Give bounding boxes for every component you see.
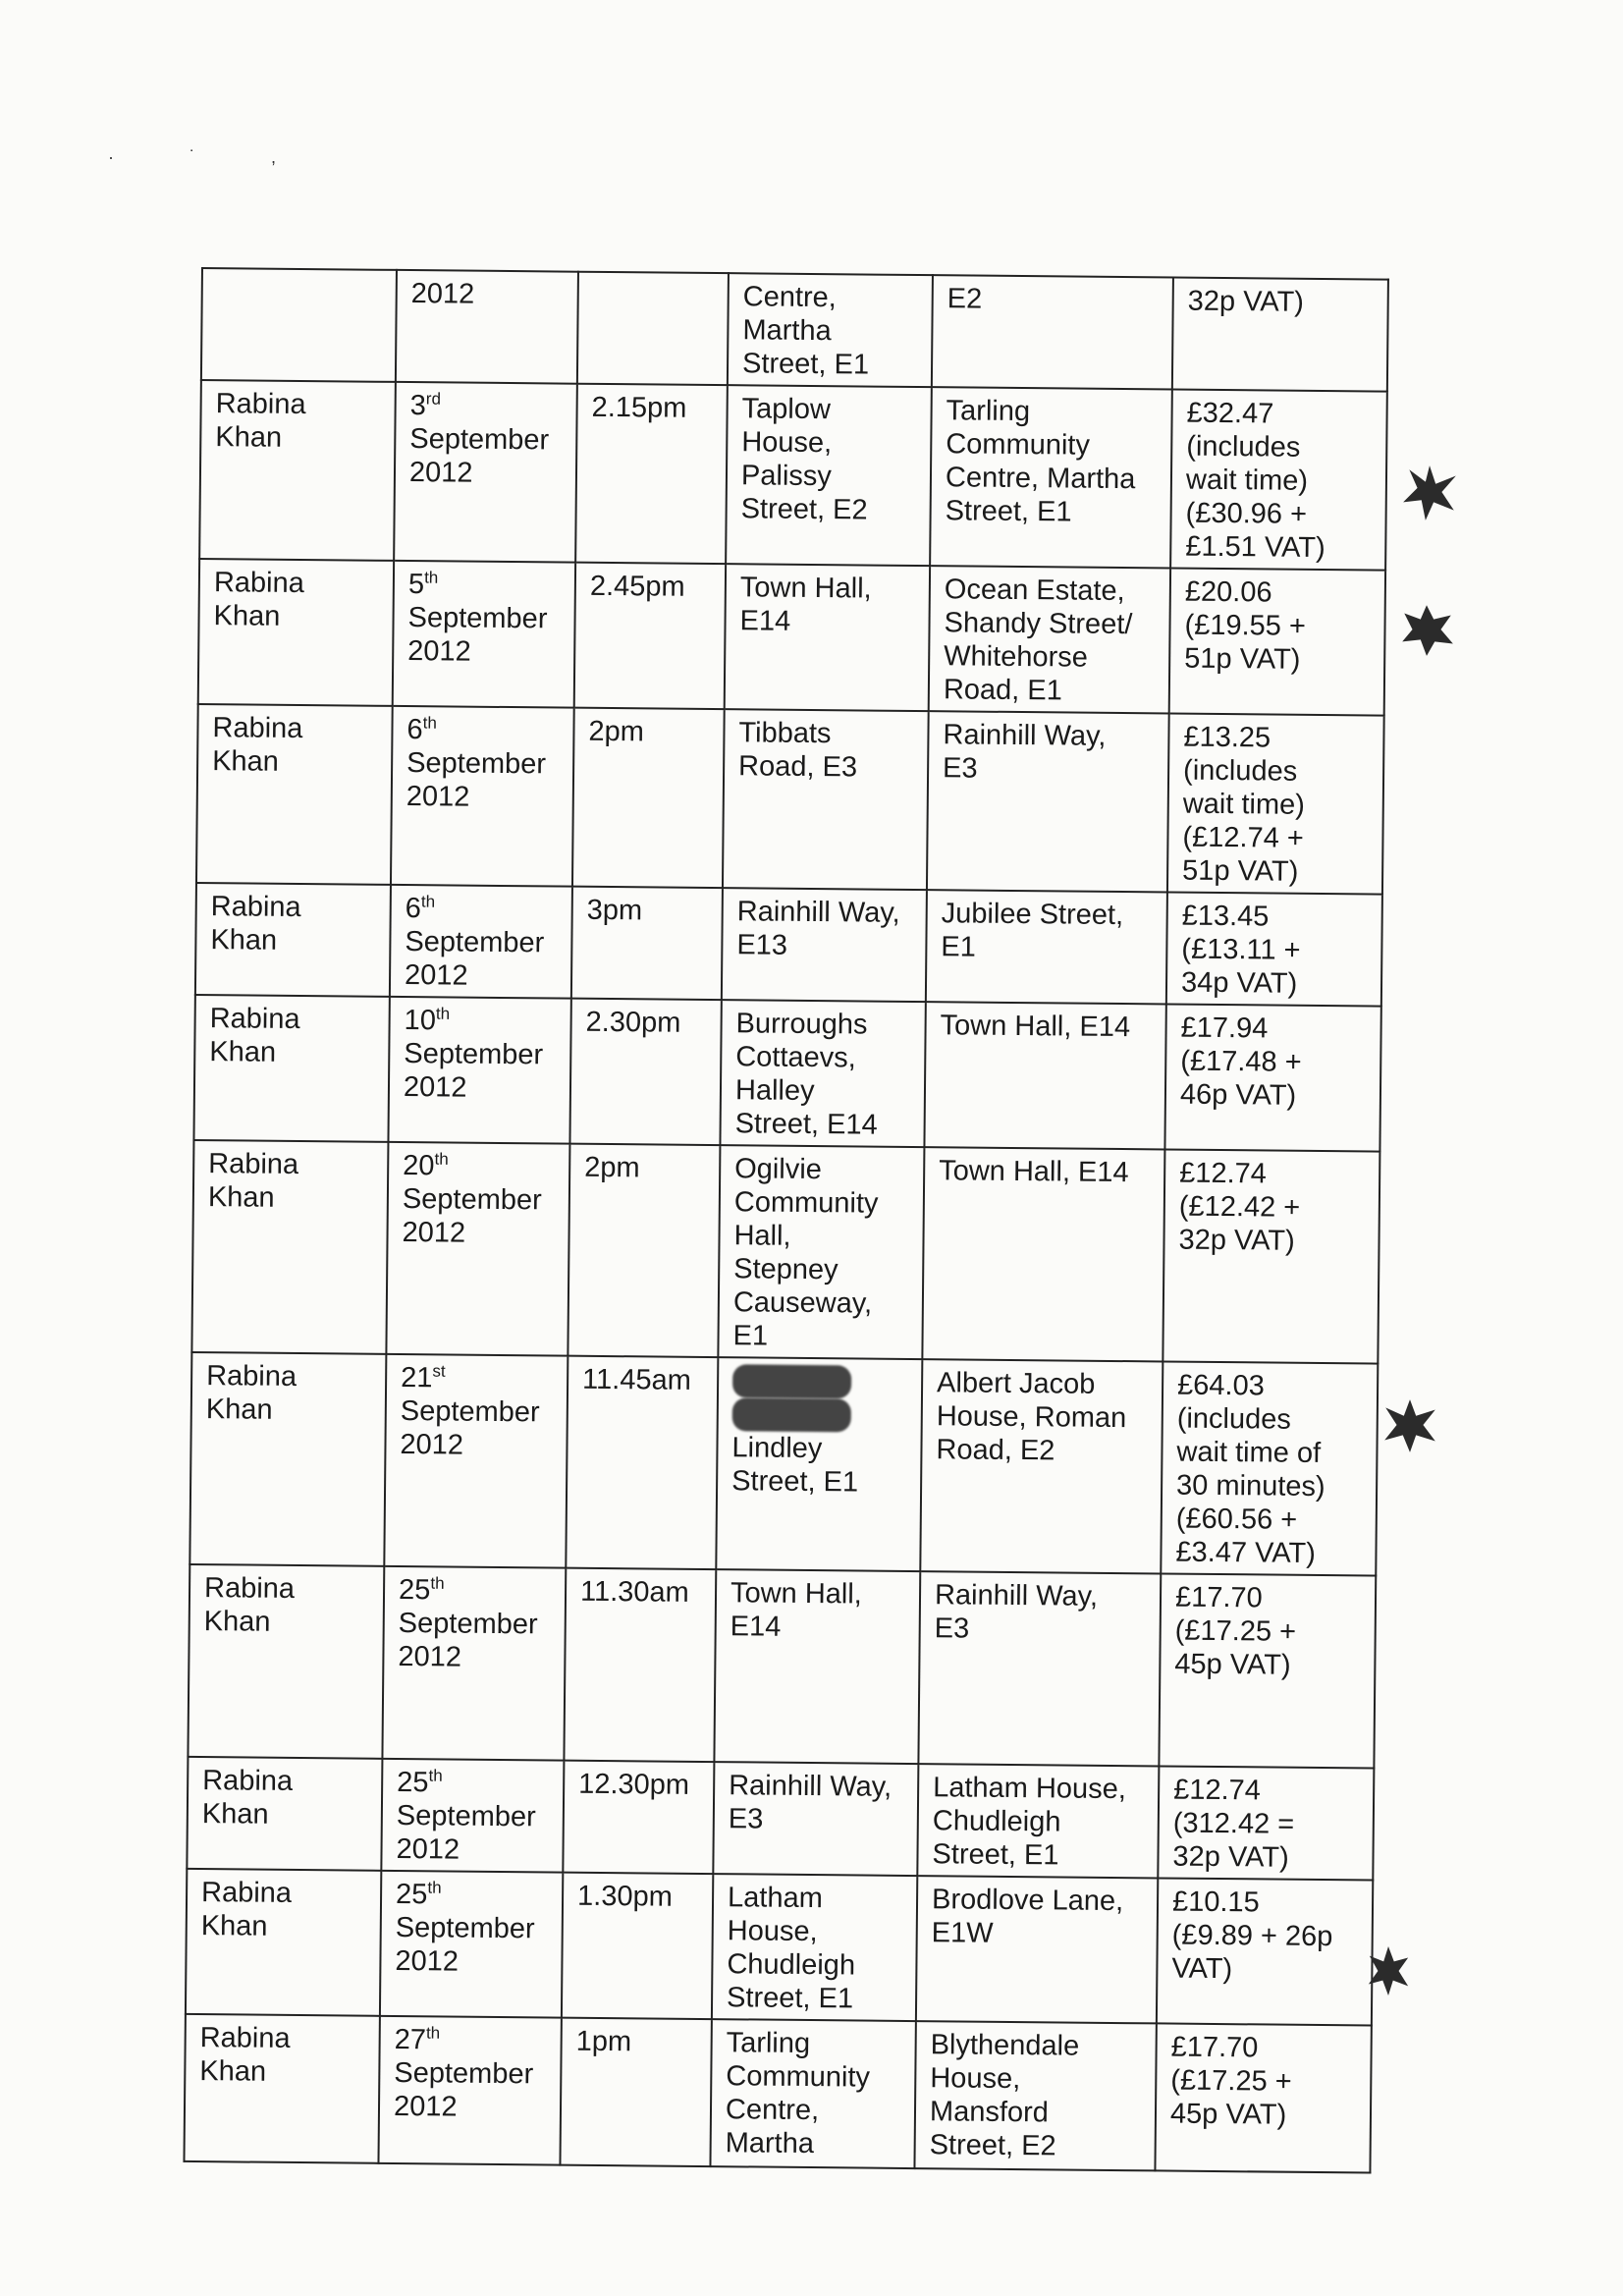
table-row-carry-over [201, 268, 1388, 392]
cost-line: (£17.25 + [1174, 1614, 1297, 1648]
to-line: Town Hall, E14 [940, 1010, 1131, 1044]
name-cell [191, 1140, 388, 1354]
name-line: Khan [210, 924, 278, 957]
time-cell: 12.30pm [563, 1761, 714, 1874]
table-row [198, 559, 1385, 716]
to-line: Rainhill Way, [934, 1579, 1099, 1613]
to-cell [926, 890, 1167, 1004]
date-year: 2012 [408, 457, 473, 489]
cost-line: £20.06 [1184, 575, 1272, 609]
cost-cell [1161, 1361, 1378, 1575]
name-line: Khan [200, 1910, 268, 1942]
date-cell [386, 1142, 569, 1356]
journey-table [183, 267, 1388, 2174]
cost-cell [1155, 2023, 1371, 2172]
cost-cell [1170, 389, 1387, 570]
cost-line: wait time of [1176, 1436, 1322, 1469]
to-line: Community [946, 428, 1091, 462]
to-cell [922, 1147, 1164, 1361]
date-ordinal-suffix: th [428, 1766, 443, 1785]
date-month: September [398, 1607, 538, 1641]
time-cell: 1pm [560, 2018, 711, 2166]
time-cell: 11.45am [566, 1356, 718, 1569]
to-line: Latham House, [933, 1772, 1126, 1806]
cost-line: (includes [1186, 430, 1301, 464]
name-line: Rabina [210, 891, 301, 924]
date-day: 27 [394, 2023, 427, 2056]
redacted-text [732, 1364, 908, 1433]
star-mark-4 [1365, 1942, 1412, 1999]
date-day: 6 [406, 714, 423, 746]
name-cell [198, 559, 394, 706]
name-line: Rabina [209, 1003, 300, 1035]
time-cell: 2.30pm [569, 999, 721, 1145]
date-day: 10 [404, 1005, 437, 1037]
star-mark-icon [1396, 599, 1457, 660]
from-line: Latham [727, 1882, 823, 1915]
to-line: Chudleigh [932, 1805, 1061, 1838]
table-row [184, 2014, 1371, 2173]
cost-line: £10.15 [1171, 1886, 1260, 1919]
table-row [196, 704, 1384, 895]
from-line: Burroughs [735, 1008, 868, 1041]
date-month: September [402, 1183, 542, 1217]
time-cell [577, 272, 729, 385]
date-day: 25 [398, 1573, 431, 1607]
date-day-line [397, 1766, 549, 1800]
date-month: September [400, 1395, 540, 1429]
cost-line: 34p VAT) [1180, 966, 1298, 1000]
from-line: Chudleigh [727, 1948, 856, 1982]
name-line: Khan [199, 2055, 267, 2088]
to-line: Centre, Martha [945, 462, 1136, 496]
name-cell [193, 995, 389, 1142]
star-mark-3 [1380, 1394, 1440, 1455]
date-day: 5 [407, 569, 425, 601]
name-line: Khan [203, 1606, 271, 1638]
date-year: 2012 [398, 1640, 462, 1673]
from-line: E14 [739, 605, 791, 637]
star-mark-1 [1399, 462, 1460, 522]
cost-line: VAT) [1171, 1952, 1233, 1986]
name-line: Khan [213, 600, 281, 632]
date-cell [394, 382, 577, 563]
cost-line: (£17.25 + [1170, 2064, 1292, 2098]
name-cell [199, 380, 396, 561]
to-line: Street, E1 [932, 1838, 1059, 1872]
from-line: Causeway, [732, 1286, 873, 1320]
from-line: Tarling [726, 2027, 811, 2060]
from-line: Palissy [740, 460, 832, 493]
from-cell [726, 385, 932, 566]
to-cell [932, 275, 1173, 389]
date-cell [382, 1566, 566, 1761]
star-mark-icon [1365, 1942, 1412, 1999]
from-line: E13 [736, 929, 788, 961]
from-line: E14 [730, 1611, 782, 1643]
cost-line: £12.74 [1173, 1774, 1262, 1807]
from-line: Stepney [733, 1253, 839, 1286]
cost-cell [1163, 1149, 1380, 1363]
name-line: Rabina [208, 1148, 299, 1180]
from-line: Ogilvie [734, 1153, 823, 1186]
table-row [195, 883, 1382, 1007]
from-line: Taplow [741, 393, 832, 426]
to-cell [918, 1571, 1161, 1766]
cost-line: wait time) [1182, 788, 1306, 821]
date-ordinal-suffix: th [430, 1573, 445, 1593]
to-line: Blythendale [930, 2029, 1080, 2062]
cost-cell [1167, 713, 1384, 894]
date-ordinal-suffix: th [422, 713, 437, 733]
from-line: Martha [725, 2127, 815, 2160]
name-line: Rabina [215, 388, 306, 421]
date-month: September [396, 1799, 536, 1833]
from-line: Street, E2 [740, 493, 868, 526]
cost-line: 51p VAT) [1181, 854, 1299, 888]
table-row [191, 1140, 1380, 1364]
table-row [187, 1757, 1374, 1881]
date-cell [381, 1759, 564, 1873]
date-day: 6 [405, 893, 422, 925]
date-year: 2012 [404, 959, 468, 992]
to-cell [917, 1764, 1159, 1878]
from-cell [722, 888, 927, 1002]
to-line: E3 [942, 752, 978, 785]
to-cell [924, 1002, 1165, 1149]
cost-line: 45p VAT) [1174, 1648, 1291, 1681]
from-cell [710, 2019, 915, 2168]
date-year: 2012 [407, 635, 471, 668]
date-day: 25 [395, 1878, 428, 1911]
name-cell [186, 1869, 381, 2016]
time-cell: 3pm [571, 887, 723, 1000]
cost-line: 51p VAT) [1184, 642, 1301, 676]
table-row [186, 1869, 1373, 2026]
name-cell [189, 1352, 386, 1566]
date-ordinal-suffix: rd [425, 389, 442, 409]
date-cell [380, 1871, 563, 2018]
from-line: House, [727, 1915, 818, 1948]
cost-line: 46p VAT) [1179, 1078, 1297, 1112]
to-line: Street, E1 [945, 495, 1072, 528]
name-line: Rabina [203, 1572, 296, 1605]
name-line: Khan [201, 1798, 269, 1831]
to-line: Jubilee Street, [941, 898, 1124, 932]
date-year: 2012 [403, 1071, 467, 1104]
cost-line: (includes [1182, 754, 1298, 788]
cost-line: 32p VAT) [1187, 285, 1305, 318]
cost-line: £64.03 [1176, 1369, 1265, 1402]
from-line: Road, E3 [737, 750, 858, 784]
date-day: 21 [400, 1362, 433, 1394]
from-line: Lindley [731, 1432, 823, 1465]
date-cell [378, 2016, 561, 2165]
cost-cell [1164, 1004, 1380, 1151]
star-mark-icon [1399, 462, 1460, 522]
date-day-line [396, 1878, 548, 1912]
to-cell [930, 387, 1172, 568]
name-cell [188, 1564, 384, 1759]
name-line: Rabina [213, 567, 304, 600]
from-line: Centre, [742, 281, 837, 314]
cost-cell [1169, 568, 1385, 715]
to-line: E3 [934, 1613, 970, 1645]
star-mark-2 [1396, 599, 1457, 660]
from-line: House, [741, 426, 833, 460]
time-cell: 2pm [572, 708, 725, 888]
time-cell: 2.15pm [575, 384, 728, 564]
cost-line: wait time) [1185, 464, 1309, 497]
from-line: Street, E1 [726, 1982, 854, 2015]
date-cell [390, 885, 572, 999]
from-cell [728, 273, 933, 387]
time-cell: 2pm [568, 1144, 720, 1357]
from-cell [713, 1762, 918, 1876]
to-line: Road, E2 [936, 1434, 1055, 1467]
to-line: Town Hall, E14 [939, 1155, 1129, 1189]
from-cell [720, 1000, 925, 1147]
name-line: Khan [205, 1394, 273, 1426]
cost-line: (£13.11 + [1181, 933, 1301, 966]
to-line: Street, E2 [929, 2129, 1056, 2162]
name-line: Khan [207, 1181, 275, 1214]
cost-line: £1.51 VAT) [1185, 530, 1325, 565]
from-line: Hall, [733, 1220, 791, 1252]
journey-table-wrapper [183, 267, 1386, 2174]
name-cell [196, 704, 393, 885]
from-cell [723, 709, 929, 890]
cost-cell [1158, 1766, 1374, 1880]
date-day-line [408, 568, 561, 602]
from-line: Town Hall, [739, 572, 872, 605]
date-month: September [409, 423, 550, 457]
cost-line: £17.70 [1174, 1581, 1263, 1614]
to-line: House, [930, 2062, 1021, 2096]
name-line: Khan [212, 745, 280, 778]
date-cell [384, 1354, 568, 1568]
name-cell [184, 2014, 379, 2163]
cost-line: (£12.74 + [1182, 821, 1304, 854]
from-cell [716, 1357, 922, 1571]
date-month: September [394, 2056, 534, 2091]
from-line: Street, E1 [741, 348, 870, 381]
to-line: E1W [931, 1917, 994, 1949]
date-month: September [407, 602, 548, 635]
cost-line: £3.47 VAT) [1175, 1536, 1317, 1569]
cost-line: (£30.96 + [1185, 497, 1308, 530]
to-line: Albert Jacob [936, 1367, 1096, 1400]
date-day: 20 [403, 1150, 435, 1182]
cost-line: £17.94 [1180, 1011, 1269, 1045]
date-ordinal-suffix: th [434, 1149, 449, 1169]
date-day-line [395, 2023, 547, 2057]
cost-cell [1172, 278, 1388, 392]
cost-line: 32p VAT) [1172, 1840, 1289, 1874]
date-year: 2012 [406, 781, 470, 813]
cost-line: £13.45 [1181, 900, 1270, 933]
date-day-line [406, 713, 559, 747]
cost-cell [1159, 1573, 1376, 1768]
date-day-line [404, 1004, 556, 1038]
from-line: Cottaevs, [735, 1041, 856, 1074]
from-line: Martha [742, 314, 832, 348]
name-line: Rabina [212, 712, 303, 745]
date-cell: 2012 [396, 270, 578, 384]
from-line: Tibbats [738, 717, 832, 750]
to-line: Tarling [946, 395, 1031, 428]
to-cell [916, 1876, 1158, 2023]
to-line: Mansford [929, 2096, 1050, 2129]
cost-line: (£60.56 + [1175, 1503, 1298, 1536]
table-row [189, 1352, 1378, 1576]
date-month: September [406, 747, 547, 781]
cost-line: (£9.89 + 26p [1171, 1919, 1333, 1953]
from-line: Town Hall, [730, 1577, 862, 1611]
date-year: 2012 [400, 1428, 464, 1461]
to-cell [920, 1359, 1163, 1573]
date-day: 3 [409, 390, 426, 422]
date-day-line [401, 1361, 553, 1395]
date-ordinal-suffix: st [432, 1361, 446, 1381]
to-line: Whitehorse [944, 640, 1089, 674]
date-ordinal-suffix: th [425, 2023, 441, 2043]
to-line: E2 [947, 283, 983, 315]
journey-table-body [184, 268, 1387, 2173]
cost-line: (£19.55 + [1184, 609, 1307, 642]
date-ordinal-suffix: th [435, 1004, 451, 1023]
name-line: Rabina [200, 1877, 293, 1909]
cost-line: (£12.42 + [1178, 1190, 1301, 1224]
cost-line: (312.42 = [1172, 1807, 1295, 1840]
to-cell [927, 711, 1169, 892]
table-row [188, 1564, 1376, 1769]
to-line: Shandy Street/ [944, 607, 1133, 641]
name-cell [201, 268, 397, 382]
from-line: Community [726, 2060, 871, 2094]
cost-line: £17.70 [1170, 2031, 1259, 2064]
date-day-line [409, 389, 562, 423]
cost-line: £13.25 [1183, 721, 1271, 754]
to-cell [929, 566, 1170, 713]
to-cell [914, 2021, 1156, 2170]
from-cell [714, 1569, 920, 1764]
name-line: Khan [215, 421, 283, 454]
to-line: Rainhill Way, [943, 719, 1107, 752]
date-month: September [405, 926, 545, 959]
date-year: 2012 [395, 1944, 460, 1978]
name-line: Rabina [206, 1360, 298, 1393]
name-line: Rabina [199, 2022, 291, 2054]
to-line: E1 [941, 931, 977, 963]
star-mark-icon [1380, 1394, 1440, 1455]
date-ordinal-suffix: th [424, 568, 439, 587]
from-line: E3 [728, 1803, 764, 1835]
date-ordinal-suffix: th [420, 892, 436, 911]
from-cell [725, 564, 930, 711]
time-cell: 11.30am [564, 1568, 716, 1762]
date-day-line [406, 892, 558, 926]
cost-line: (£17.48 + [1180, 1045, 1302, 1078]
from-line: Rainhill Way, [736, 896, 900, 929]
cost-cell [1166, 892, 1382, 1006]
name-cell [187, 1757, 382, 1871]
from-line: Centre, [725, 2094, 820, 2127]
name-cell [195, 883, 391, 997]
cost-line: £32.47 [1186, 397, 1274, 430]
date-cell [388, 997, 570, 1144]
cost-cell [1157, 1878, 1373, 2025]
name-line: Khan [209, 1036, 277, 1068]
to-line: Ocean Estate, [944, 574, 1125, 608]
from-line: Community [733, 1186, 879, 1220]
to-line: Brodlove Lane, [931, 1884, 1124, 1918]
cost-line: £12.74 [1179, 1157, 1268, 1190]
name-line: Rabina [202, 1765, 294, 1797]
date-day-line [399, 1573, 551, 1608]
from-line: Street, E14 [734, 1108, 878, 1141]
table-row [193, 995, 1380, 1152]
date-ordinal-suffix: th [427, 1878, 442, 1897]
to-line: Road, E1 [943, 674, 1062, 707]
time-cell: 1.30pm [562, 1873, 713, 2019]
from-line: Street, E1 [731, 1465, 859, 1499]
date-cell [391, 706, 574, 887]
date-day-line [403, 1149, 555, 1183]
date-month: September [395, 1911, 535, 1945]
cost-line: 32p VAT) [1178, 1224, 1295, 1257]
date-month: September [404, 1038, 544, 1071]
to-line: House, Roman [936, 1400, 1127, 1435]
date-year: 2012 [396, 1832, 460, 1866]
date-day: 25 [397, 1766, 429, 1799]
time-cell: 2.45pm [574, 563, 726, 709]
from-line: Halley [734, 1074, 815, 1108]
scan-specks: · ˙ , [108, 147, 311, 167]
cost-line: 30 minutes) [1175, 1469, 1325, 1503]
cost-line: 45p VAT) [1169, 2098, 1287, 2131]
cost-line: (includes [1176, 1402, 1292, 1436]
date-year: 2012 [402, 1217, 466, 1249]
table-row [199, 380, 1387, 571]
from-line: Rainhill Way, [729, 1770, 893, 1803]
from-line: E1 [732, 1320, 769, 1352]
from-cell [718, 1145, 924, 1359]
date-cell [393, 561, 575, 708]
from-cell [712, 1874, 917, 2021]
date-year: 2012 [393, 2090, 458, 2123]
